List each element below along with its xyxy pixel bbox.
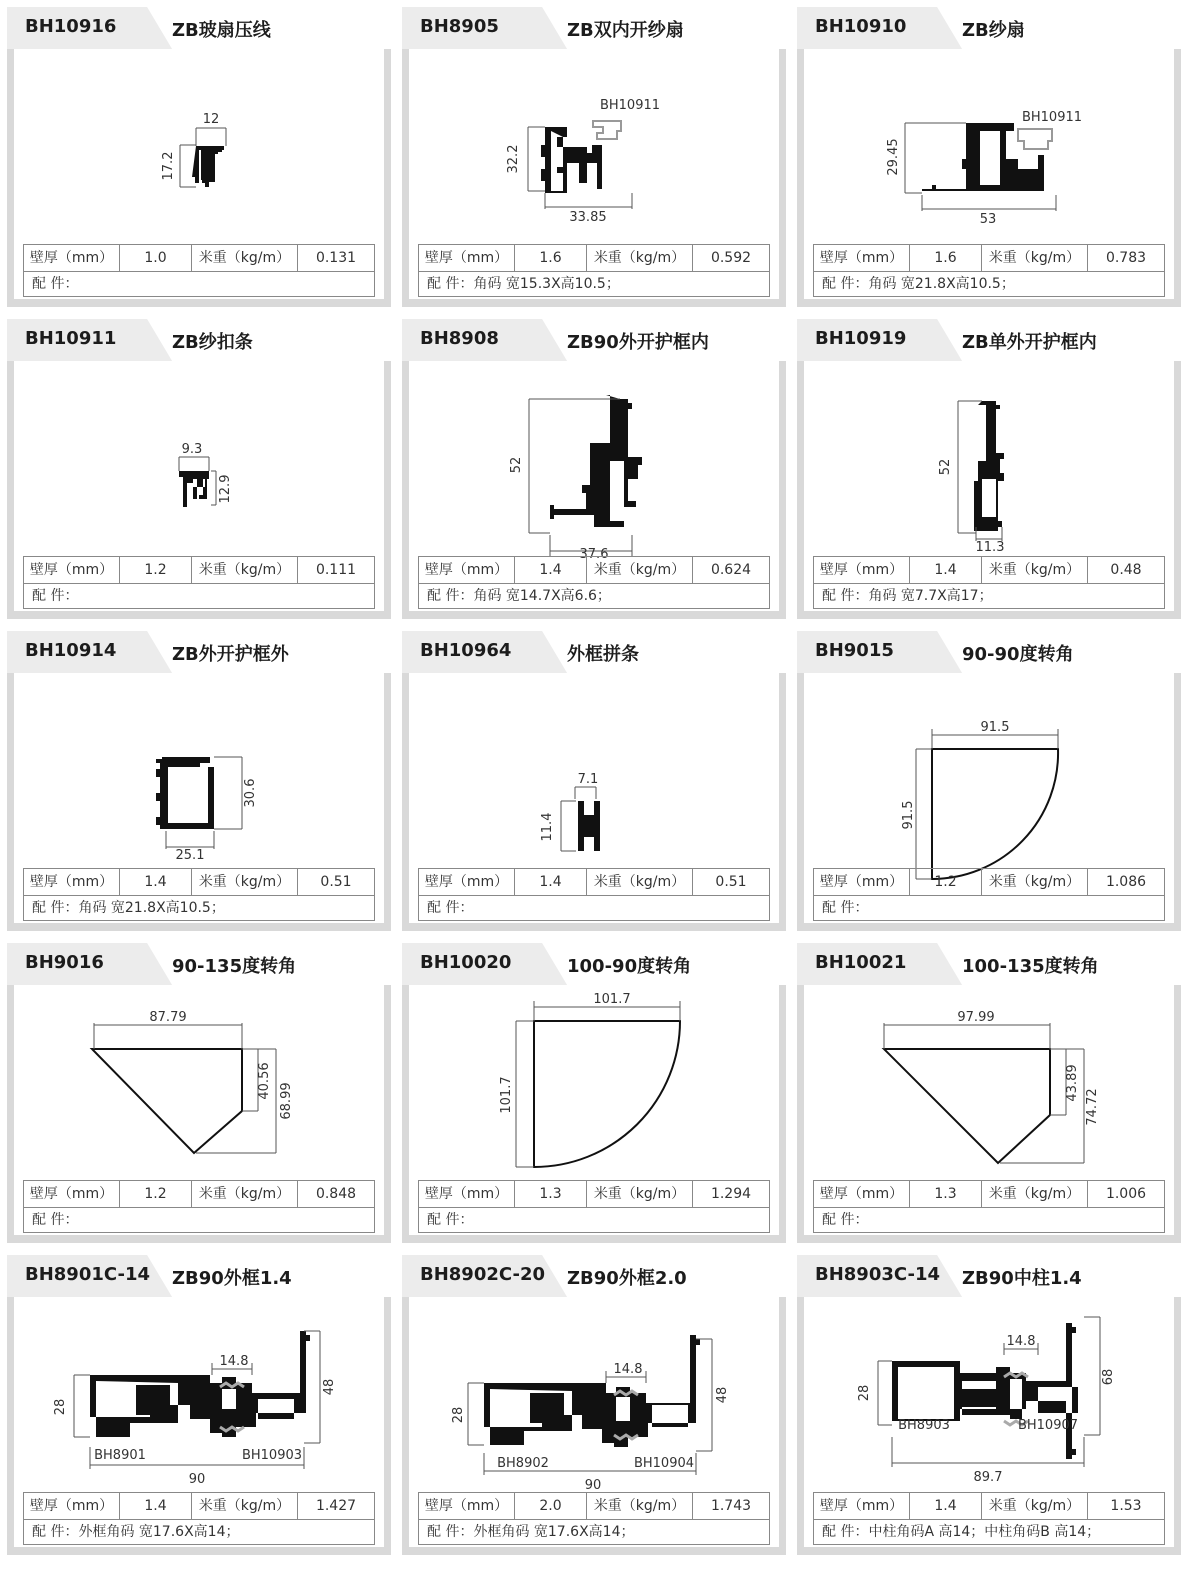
product-name: 100-90度转角 [567,956,692,977]
spec-row [814,245,1164,272]
spec-table [23,868,375,921]
spec-row [814,1493,1164,1520]
product-name: 90-90度转角 [962,644,1074,665]
weight-label: 米重（kg/m） [192,1493,298,1519]
card-panel [409,361,779,611]
parts-row [32,1520,239,1545]
spec-row [24,869,374,896]
card-header [797,319,1181,361]
product-code: BH10916 [25,16,117,37]
thickness-value: 1.4 [910,557,982,583]
product-code: BH10964 [420,640,512,661]
product-code: BH10919 [815,328,907,349]
dimension-label: 101.7 [499,1076,514,1114]
thickness-label: 壁厚（mm） [419,245,515,271]
spec-row [419,557,769,584]
profile-drawing [409,1297,779,1493]
thickness-value: 1.2 [910,869,982,895]
product-card [7,631,391,931]
product-name: ZB玻扇压线 [172,20,271,41]
product-code: BH8908 [420,328,499,349]
dimension-label: 28 [857,1384,872,1402]
weight-value: 0.131 [315,250,357,266]
product-card [797,631,1181,931]
card-panel [804,1297,1174,1547]
thickness-value: 1.2 [120,1181,192,1207]
product-code: BH10020 [420,952,512,973]
product-card [7,1255,391,1555]
parts-row [822,584,993,609]
dimension-label: 89.7 [973,1470,1003,1485]
product-card [402,7,786,307]
spec-row [814,869,1164,896]
product-code: BH8903C-14 [815,1264,941,1285]
thickness-label: 壁厚（mm） [814,1493,910,1519]
weight-label: 米重（kg/m） [587,1181,693,1207]
dimension-label: 37.6 [579,547,609,562]
dimension-label: 11.3 [975,540,1005,555]
spec-row [24,557,374,584]
parts-label: 配 件： [822,900,869,916]
weight-label: 米重（kg/m） [982,1493,1088,1519]
parts-label: 配 件： [822,1524,869,1540]
weight-label: 米重（kg/m） [982,1181,1088,1207]
parts-row [427,896,473,921]
card-panel [14,673,384,923]
parts-value: 中柱角码A 高14；中柱角码B 高14； [868,1524,1101,1540]
card-header [402,7,786,49]
thickness-value: 1.3 [515,1181,587,1207]
spec-table [813,868,1165,921]
spec-row [24,245,374,272]
spec-row [419,245,769,272]
thickness-value: 1.2 [120,557,192,583]
dimension-label: 33.85 [569,210,607,225]
parts-label: 配 件： [822,1212,869,1228]
product-card [7,7,391,307]
parts-row [822,896,868,921]
dimension-label: 25.1 [175,848,205,863]
spec-table [23,1180,375,1233]
product-card [7,943,391,1243]
dimension-label: BH10904 [633,1456,695,1471]
weight-value: 0.111 [315,562,357,578]
profile-drawing [804,1297,1174,1489]
spec-table [23,1492,375,1545]
card-header [7,943,391,985]
dimension-label: 14.8 [219,1354,249,1369]
card-panel [14,361,384,611]
thickness-value: 1.4 [120,1493,192,1519]
weight-value: 1.006 [1105,1186,1147,1202]
spec-row [419,1493,769,1520]
dimension-label: 74.72 [1085,1088,1100,1126]
parts-label: 配 件： [427,276,474,292]
card-panel [409,985,779,1235]
product-code: BH8902C-20 [420,1264,546,1285]
parts-label: 配 件： [427,1212,474,1228]
dimension-label: BH8903 [898,1418,950,1433]
dimension-label: 9.3 [181,442,203,457]
dimension-label: 43.89 [1065,1064,1080,1102]
weight-value: 1.086 [1105,874,1147,890]
profile-drawing [14,985,384,1177]
dimension-label: 52 [509,456,524,474]
parts-row [32,584,78,609]
product-name: ZB90中柱1.4 [962,1268,1082,1289]
dimension-label: 14.8 [613,1362,643,1377]
thickness-label: 壁厚（mm） [814,1181,910,1207]
thickness-value: 2.0 [515,1493,587,1519]
spec-table [813,556,1165,609]
dimension-label: 17.2 [161,151,176,181]
parts-value: 角码 宽7.7X高17； [868,588,993,604]
spec-table [813,1492,1165,1545]
weight-value: 0.592 [710,250,752,266]
product-card [402,943,786,1243]
card-header [797,7,1181,49]
weight-label: 米重（kg/m） [192,1181,298,1207]
product-name: ZB90外开护框内 [567,332,709,353]
product-code: BH9015 [815,640,894,661]
card-panel [804,985,1174,1235]
spec-row [419,1181,769,1208]
dimension-label: 11.4 [540,812,555,842]
product-card [797,319,1181,619]
profile-drawing [409,985,779,1177]
parts-label: 配 件： [822,588,869,604]
dimension-label: BH10911 [1021,110,1083,125]
spec-row [814,557,1164,584]
card-header [797,1255,1181,1297]
thickness-label: 壁厚（mm） [419,1181,515,1207]
parts-row [32,896,225,921]
dimension-label: BH8902 [497,1456,549,1471]
dimension-label: BH10903 [241,1448,303,1463]
dimension-label: 68.99 [279,1082,294,1120]
profile-drawing [14,1297,384,1489]
weight-value: 0.783 [1105,250,1147,266]
weight-value: 0.51 [715,874,747,890]
product-code: BH10911 [25,328,117,349]
parts-row [822,1208,868,1233]
profile-drawing [409,49,779,241]
thickness-value: 1.4 [515,557,587,583]
spec-row [814,1181,1164,1208]
product-card [797,7,1181,307]
spec-table [813,1180,1165,1233]
parts-row [32,272,78,297]
profile-drawing [14,49,384,241]
spec-row [419,869,769,896]
card-panel [804,673,1174,923]
parts-value: 外框角码 宽17.6X高14； [78,1524,240,1540]
weight-value: 1.427 [315,1498,357,1514]
card-panel [14,49,384,299]
dimension-label: 32.2 [506,144,521,174]
parts-label: 配 件： [427,588,474,604]
product-name: ZB单外开护框内 [962,332,1097,353]
product-card [402,631,786,931]
product-code: BH10021 [815,952,907,973]
parts-row [822,1520,1100,1545]
parts-label: 配 件： [32,1524,79,1540]
product-code: BH8905 [420,16,499,37]
thickness-value: 1.4 [120,869,192,895]
card-header [402,631,786,673]
product-name: 90-135度转角 [172,956,297,977]
product-card [7,319,391,619]
card-panel [804,49,1174,299]
parts-label: 配 件： [32,276,79,292]
thickness-label: 壁厚（mm） [419,1493,515,1519]
product-name: ZB90外框1.4 [172,1268,292,1289]
spec-table [418,868,770,921]
parts-row [427,1208,473,1233]
weight-value: 0.51 [320,874,352,890]
product-name: ZB纱扣条 [172,332,253,353]
dimension-label: 28 [53,1398,68,1416]
parts-label: 配 件： [427,1524,474,1540]
thickness-label: 壁厚（mm） [24,557,120,583]
weight-label: 米重（kg/m） [192,557,298,583]
card-header [402,1255,786,1297]
spec-table [23,244,375,297]
product-name: ZB外开护框外 [172,644,289,665]
dimension-label: 7.1 [577,772,599,787]
parts-row [427,1520,634,1545]
parts-label: 配 件： [32,900,79,916]
profile-drawing [804,361,1174,553]
parts-value: 外框角码 宽17.6X高14； [473,1524,635,1540]
spec-table [418,244,770,297]
dimension-label: 52 [938,458,953,476]
product-name: ZB双内开纱扇 [567,20,684,41]
profile-drawing [409,361,779,562]
weight-value: 1.53 [1110,1498,1142,1514]
weight-value: 0.848 [315,1186,357,1202]
dimension-label: 28 [451,1406,466,1424]
product-card [402,319,786,619]
dimension-label: 53 [979,212,997,227]
product-name: 外框拼条 [567,644,639,665]
card-panel [804,361,1174,611]
thickness-label: 壁厚（mm） [24,869,120,895]
card-panel [409,1297,779,1547]
thickness-label: 壁厚（mm） [24,1181,120,1207]
card-header [7,1255,391,1297]
weight-label: 米重（kg/m） [192,869,298,895]
card-header [7,631,391,673]
spec-table [418,1180,770,1233]
product-name: ZB90外框2.0 [567,1268,687,1289]
thickness-value: 1.4 [515,869,587,895]
product-card [797,1255,1181,1555]
thickness-label: 壁厚（mm） [419,557,515,583]
dimension-label: 40.56 [257,1062,272,1100]
parts-value: 角码 宽15.3X高10.5； [473,276,620,292]
dimension-label: BH8901 [94,1448,146,1463]
card-header [797,943,1181,985]
thickness-value: 1.4 [910,1493,982,1519]
thickness-value: 1.6 [910,245,982,271]
card-panel [14,985,384,1235]
parts-value: 角码 宽21.8X高10.5； [868,276,1015,292]
thickness-label: 壁厚（mm） [24,1493,120,1519]
dimension-label: 48 [322,1378,337,1396]
dimension-label: 90 [188,1472,206,1487]
parts-label: 配 件： [32,588,79,604]
parts-row [427,584,611,609]
weight-label: 米重（kg/m） [587,557,693,583]
thickness-label: 壁厚（mm） [24,245,120,271]
parts-value: 角码 宽21.8X高10.5； [78,900,225,916]
product-card [797,943,1181,1243]
thickness-value: 1.0 [120,245,192,271]
product-code: BH9016 [25,952,104,973]
profile-drawing [409,673,779,865]
dimension-label: 68 [1101,1368,1116,1386]
profile-drawing [804,673,1174,865]
thickness-value: 1.6 [515,245,587,271]
spec-table [418,556,770,609]
card-header [7,7,391,49]
weight-label: 米重（kg/m） [982,245,1088,271]
dimension-label: BH10907 [1017,1418,1079,1433]
dimension-label: 12 [202,112,220,127]
product-name: ZB纱扇 [962,20,1025,41]
dimension-label: 48 [715,1386,730,1404]
parts-row [32,1208,78,1233]
dimension-label: 12.9 [218,474,233,504]
parts-label: 配 件： [822,276,869,292]
weight-value: 1.294 [710,1186,752,1202]
spec-row [24,1493,374,1520]
parts-label: 配 件： [427,900,474,916]
dimension-label: 91.5 [980,720,1010,735]
profile-drawing [804,49,1174,241]
dimension-label: BH10911 [599,98,661,113]
thickness-label: 壁厚（mm） [814,245,910,271]
card-header [402,943,786,985]
weight-label: 米重（kg/m） [982,557,1088,583]
parts-row [427,272,620,297]
card-header [402,319,786,361]
product-code: BH10910 [815,16,907,37]
weight-value: 0.48 [1110,562,1142,578]
dimension-label: 87.79 [149,1010,187,1025]
spec-row [24,1181,374,1208]
profile-drawing [804,985,1174,1177]
dimension-label: 97.99 [957,1010,995,1025]
card-header [7,319,391,361]
parts-label: 配 件： [32,1212,79,1228]
weight-label: 米重（kg/m） [587,869,693,895]
thickness-label: 壁厚（mm） [814,869,910,895]
spec-table [813,244,1165,297]
dimension-label: 30.6 [243,778,258,808]
dimension-label: 29.45 [886,138,901,176]
product-code: BH10914 [25,640,117,661]
weight-label: 米重（kg/m） [587,245,693,271]
weight-label: 米重（kg/m） [192,245,298,271]
card-panel [409,673,779,923]
profile-drawing [14,673,384,865]
parts-value: 角码 宽14.7X高6.6； [473,588,611,604]
thickness-value: 1.3 [910,1181,982,1207]
weight-value: 1.743 [710,1498,752,1514]
weight-value: 0.624 [710,562,752,578]
thickness-label: 壁厚（mm） [419,869,515,895]
spec-table [418,1492,770,1545]
dimension-label: 91.5 [901,800,916,830]
card-panel [14,1297,384,1547]
product-name: 100-135度转角 [962,956,1099,977]
thickness-label: 壁厚（mm） [814,557,910,583]
product-code: BH8901C-14 [25,1264,151,1285]
weight-label: 米重（kg/m） [982,869,1088,895]
spec-table [23,556,375,609]
parts-row [822,272,1015,297]
card-panel [409,49,779,299]
profile-drawing [14,361,384,553]
dimension-label: 101.7 [593,992,631,1007]
card-header [797,631,1181,673]
weight-label: 米重（kg/m） [587,1493,693,1519]
dimension-label: 90 [584,1478,602,1493]
product-card [402,1255,786,1555]
dimension-label: 14.8 [1006,1334,1036,1349]
